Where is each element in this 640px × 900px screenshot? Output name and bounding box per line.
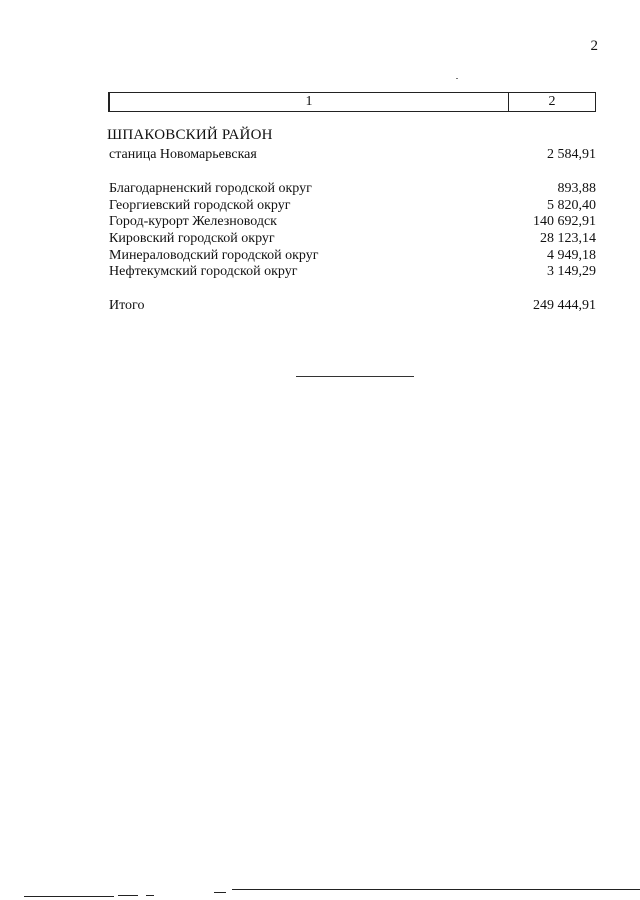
end-divider [296,376,414,377]
page-number: 2 [590,38,598,54]
table-row [109,146,596,164]
total-value: 249 444,91 [533,298,596,313]
table-row [109,230,596,248]
table-row [109,213,596,231]
row-value: 140 692,91 [533,214,596,229]
row-value: 4 949,18 [547,248,596,263]
scan-artifact-line [146,895,154,896]
scan-artifact-line [232,889,640,890]
table-row [109,263,596,281]
row-name: Минераловодский городской округ [109,248,319,263]
row-name: станица Новомарьевская [109,147,257,162]
row-name: Кировский городской округ [109,231,275,246]
table-header [108,92,596,112]
row-name: Георгиевский городской округ [109,198,291,213]
row-name: Благодарненский городской округ [109,181,312,196]
scan-artifact-line [214,892,226,893]
scan-artifact-line [118,895,138,896]
table-header-column-1: 1 [110,93,509,111]
scan-speck [456,78,458,79]
row-value: 3 149,29 [547,264,596,279]
row-value: 5 820,40 [547,198,596,213]
district-heading: ШПАКОВСКИЙ РАЙОН [107,127,273,143]
row-name: Город-курорт Железноводск [109,214,277,229]
row-name: Нефтекумский городской округ [109,264,298,279]
row-value: 893,88 [557,181,596,196]
scan-artifact-line [24,896,114,897]
row-value: 28 123,14 [540,231,596,246]
table-row [109,180,596,198]
total-row [109,297,596,315]
table-header-column-2: 2 [548,94,556,109]
row-value: 2 584,91 [547,147,596,162]
total-label: Итого [109,298,145,313]
